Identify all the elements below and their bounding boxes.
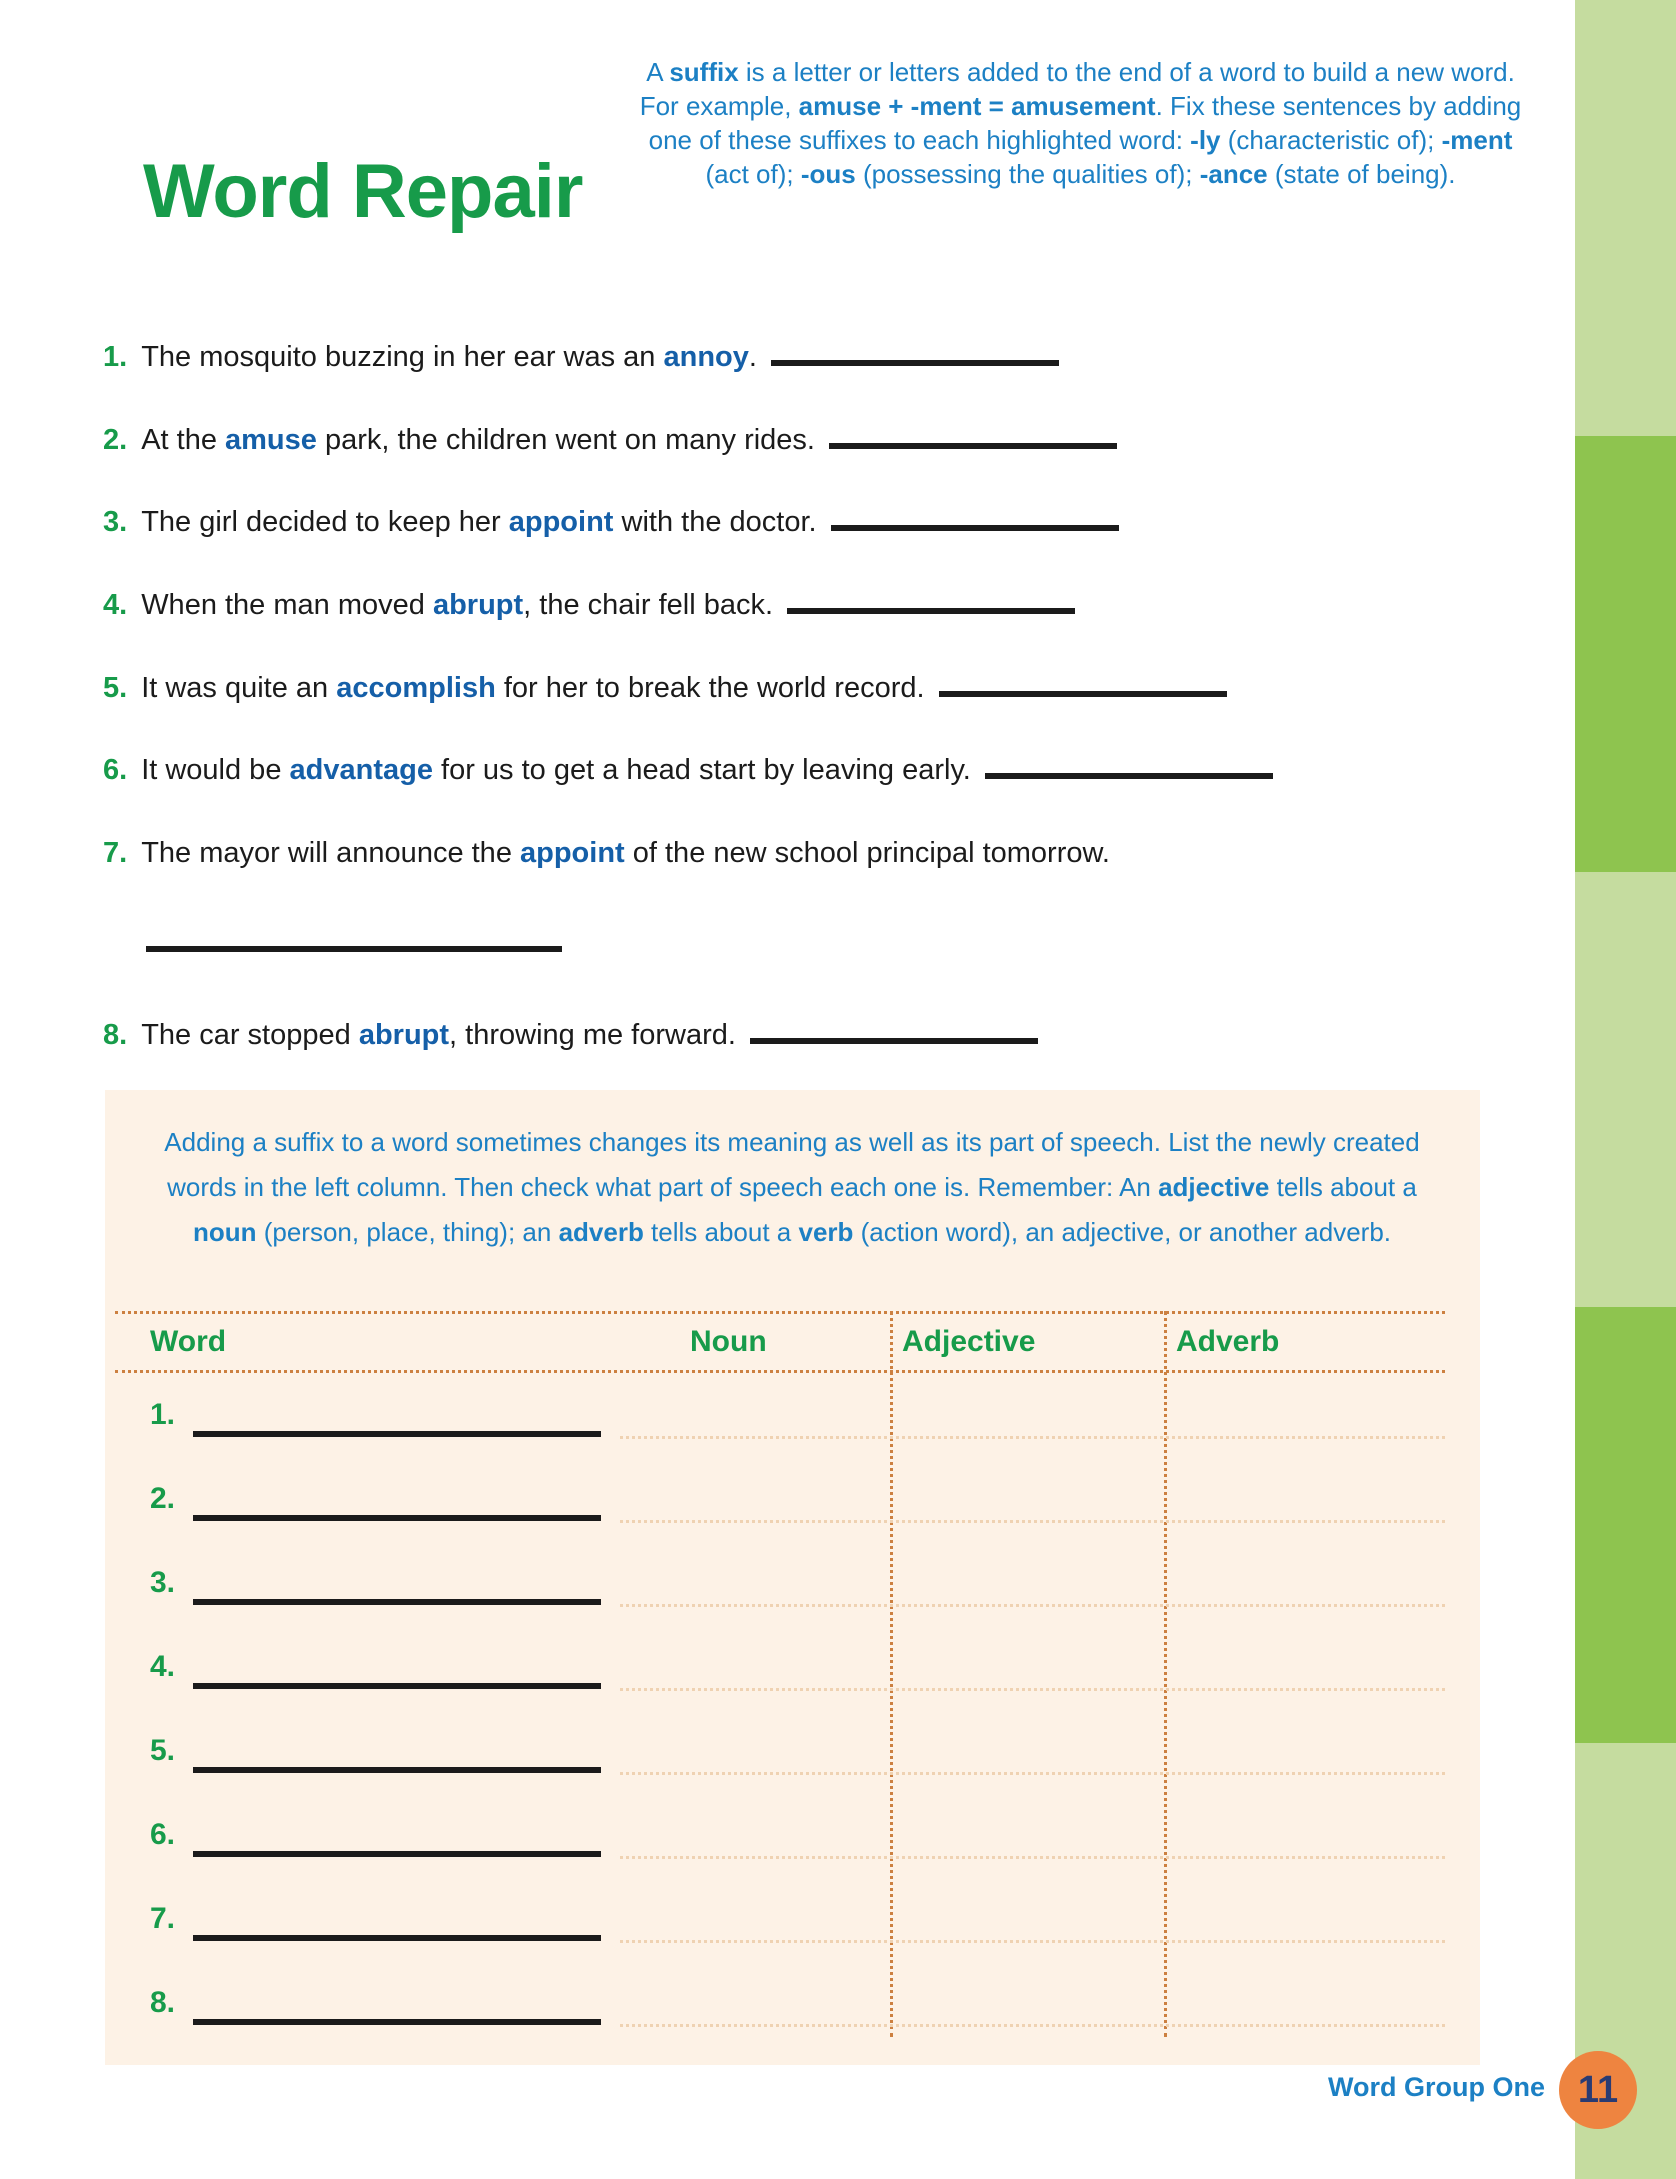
page-title: Word Repair <box>143 149 583 234</box>
term-verb: verb <box>798 1217 854 1247</box>
panel-instructions: Adding a suffix to a word sometimes changes its meaning as well as its part of speech. List the newly created words in the left column. Then check what part of speech each one is. Remember: An adjective tells about a noun (person, place, thing); an adverb tells about a verb (action word), an adjective, or another adverb. <box>164 1127 1420 1247</box>
table-row-number-7: 7. <box>150 1902 176 1935</box>
answer-blank-4[interactable] <box>787 608 1075 614</box>
row-dotted-line-6 <box>620 1856 1445 1859</box>
table-row-number-5: 5. <box>150 1734 176 1767</box>
intro-instructions: A suffix is a letter or letters added to the end of a word to build a new word. For example, amuse + -ment = amusement. Fix these sentences by adding one of these suffixes to each highlighted word: -ly (characteristic of); -ment (act of); -ous (possessing the qualities of); -ance (state of being). <box>639 57 1522 189</box>
sentence-text: It would be advantage for us to get a head start by leaving early. <box>141 754 971 786</box>
word-answer-blank-8[interactable] <box>193 2019 601 2025</box>
sentence-text: The car stopped abrupt, throwing me forward. <box>141 1019 736 1051</box>
column-header-noun: Noun <box>690 1325 767 1358</box>
term-adjective: adjective <box>1158 1172 1270 1202</box>
sentence-row-2 <box>103 422 1117 458</box>
table-row-number-3: 3. <box>150 1566 176 1599</box>
sentence-row-6 <box>103 752 1273 788</box>
row-dotted-line-1 <box>620 1436 1445 1439</box>
row-dotted-line-5 <box>620 1772 1445 1775</box>
sentence-text: At the amuse park, the children went on many rides. <box>141 424 815 456</box>
table-row-number-4: 4. <box>150 1650 176 1683</box>
row-dotted-line-7 <box>620 1940 1445 1943</box>
word-answer-blank-6[interactable] <box>193 1851 601 1857</box>
sentence-number: 8. <box>103 1019 128 1051</box>
word-answer-blank-3[interactable] <box>193 1599 601 1605</box>
word-answer-blank-4[interactable] <box>193 1683 601 1689</box>
table-row-number-8: 8. <box>150 1986 176 2019</box>
page-number-badge: 11 <box>1559 2051 1637 2129</box>
suffix-ous: -ous <box>800 159 856 189</box>
highlighted-word: appoint <box>520 837 625 869</box>
table-header-border-bottom <box>115 1370 1445 1373</box>
sentence-number: 3. <box>103 506 128 538</box>
highlighted-word: annoy <box>663 341 749 373</box>
sentence-text: The girl decided to keep her appoint with the doctor. <box>141 506 817 538</box>
row-dotted-line-3 <box>620 1604 1445 1607</box>
sentence-row-5 <box>103 670 1227 706</box>
sidebar-stripe-3 <box>1575 872 1676 1307</box>
term-noun: noun <box>192 1217 257 1247</box>
suffix-ance: -ance <box>1199 159 1268 189</box>
answer-blank-6[interactable] <box>985 773 1273 779</box>
word-answer-blank-5[interactable] <box>193 1767 601 1773</box>
word-answer-blank-1[interactable] <box>193 1431 601 1437</box>
word-answer-blank-7[interactable] <box>193 1935 601 1941</box>
sidebar-stripe-1 <box>1575 0 1676 436</box>
sentence-text: It was quite an accomplish for her to break the world record. <box>141 672 925 704</box>
suffix-table-panel <box>105 1090 1480 2065</box>
sentence-row-8 <box>103 1017 1038 1053</box>
term-suffix: suffix <box>669 57 739 87</box>
table-row-number-2: 2. <box>150 1482 176 1515</box>
table-header-border-top <box>115 1311 1445 1314</box>
term-adverb: adverb <box>558 1217 644 1247</box>
column-header-word: Word <box>150 1325 227 1358</box>
sentence-number: 4. <box>103 589 128 621</box>
highlighted-word: accomplish <box>336 672 496 704</box>
word-answer-blank-2[interactable] <box>193 1515 601 1521</box>
column-divider-adjective-adverb <box>1164 1311 1167 2037</box>
highlighted-word: abrupt <box>358 1019 450 1051</box>
sentence-number: 5. <box>103 672 128 704</box>
answer-blank-7[interactable] <box>146 946 562 952</box>
sentence-row-4 <box>103 587 1075 623</box>
highlighted-word: appoint <box>508 506 614 538</box>
row-dotted-line-8 <box>620 2024 1445 2027</box>
answer-blank-1[interactable] <box>771 360 1059 366</box>
column-header-adverb: Adverb <box>1176 1325 1280 1358</box>
answer-blank-3[interactable] <box>831 525 1119 531</box>
highlighted-word: advantage <box>289 754 433 786</box>
column-divider-noun-adjective <box>890 1311 893 2037</box>
sidebar-stripe-2 <box>1575 436 1676 872</box>
sentence-text: When the man moved abrupt, the chair fell back. <box>141 589 774 621</box>
suffix-ment: -ment <box>1441 125 1513 155</box>
row-dotted-line-4 <box>620 1688 1445 1691</box>
sentence-number: 1. <box>103 341 128 373</box>
sentence-row-1 <box>103 339 1059 375</box>
sidebar-stripe-4 <box>1575 1307 1676 1743</box>
footer-section-label: Word Group One <box>1328 2072 1545 2102</box>
answer-blank-2[interactable] <box>829 443 1117 449</box>
answer-blank-8[interactable] <box>750 1038 1038 1044</box>
example-amusement: amuse + -ment = amusement <box>798 91 1156 121</box>
highlighted-word: abrupt <box>432 589 524 621</box>
table-row-number-1: 1. <box>150 1398 176 1431</box>
sentence-text: The mayor will announce the appoint of the new school principal tomorrow. <box>141 837 1110 869</box>
sentence-number: 2. <box>103 424 128 456</box>
sentence-number: 7. <box>103 837 128 869</box>
row-dotted-line-2 <box>620 1520 1445 1523</box>
sentence-row-7 <box>103 835 1110 871</box>
table-row-number-6: 6. <box>150 1818 176 1851</box>
highlighted-word: amuse <box>225 424 317 456</box>
suffix-ly: -ly <box>1190 125 1221 155</box>
answer-blank-5[interactable] <box>939 691 1227 697</box>
sentence-number: 6. <box>103 754 128 786</box>
column-header-adjective: Adjective <box>902 1325 1036 1358</box>
sentence-row-3 <box>103 504 1119 540</box>
sentence-text: The mosquito buzzing in her ear was an annoy. <box>141 341 757 373</box>
